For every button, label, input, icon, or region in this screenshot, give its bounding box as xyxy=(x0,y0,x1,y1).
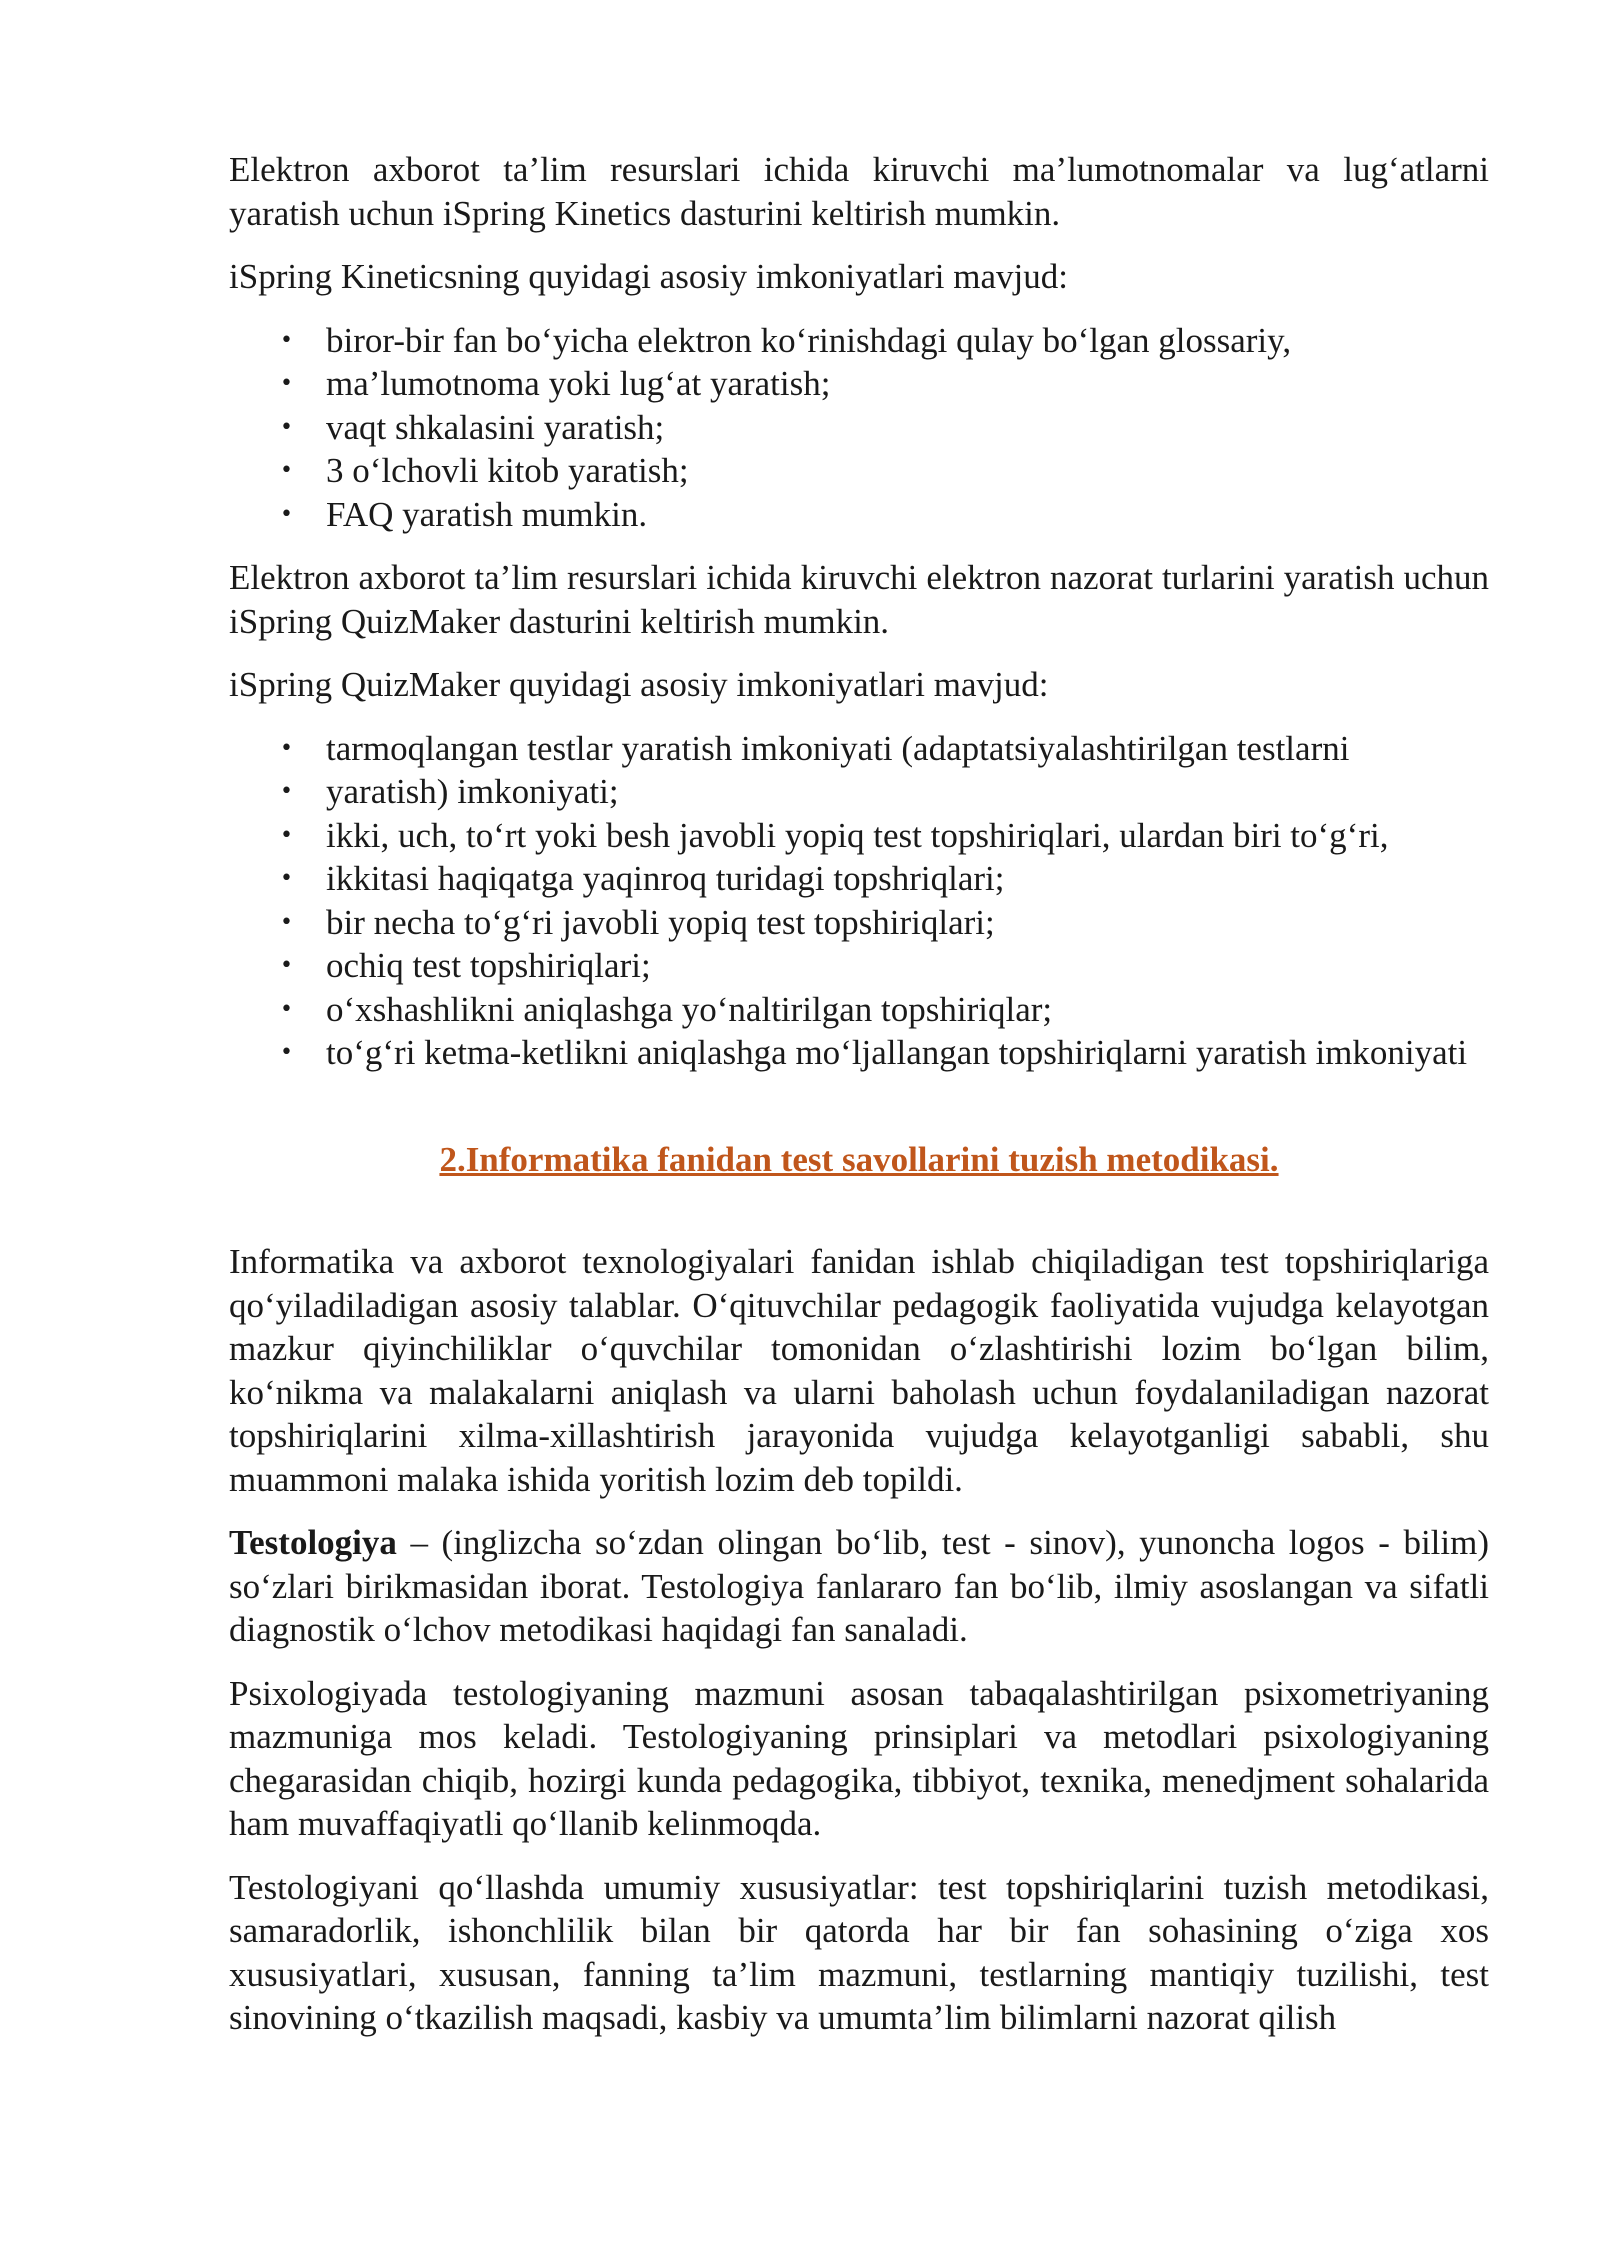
bullet-icon: • xyxy=(280,866,293,891)
list-item: • ikkitasi haqiqatga yaqinroq turidagi topshriqlari; xyxy=(229,857,1489,901)
list-item: • tarmoqlangan testlar yaratish imkoniyati (adaptatsiyalashtirilgan testlarni xyxy=(229,727,1489,771)
body-paragraph-application: Testologiyani qo‘llashda umumiy xususiyatlar: test topshiriqlarini tuzish metodikasi, samaradorlik, ishonchlilik bilan bir qatorda har bir fan sohasining o‘ziga xos xususiyatlari, xususan, fanning ta’lim mazmuni, testlarning mantiqiy tuzilishi, test sinovining o‘tkazilish maqsadi, kasbiy va umumta’lim bilimlarni nazorat qilish xyxy=(229,1867,1489,2037)
list-item: • 3 o‘lchovli kitob yaratish; xyxy=(229,449,1489,493)
body-paragraph-psychology: Psixologiyada testologiyaning mazmuni asosan tabaqalashtirilgan psixometriyaning mazmuniga mos keladi. Testologiyaning prinsiplari va metodlari psixologiyaning chegarasidan chiqib, hozirgi kunda pedagogika, tibbiyot, texnika, menedjment sohalarida ham muvaffaqiyatli qo‘llanib kelinmoqda. xyxy=(229,1673,1489,1843)
quizmaker-features-list xyxy=(229,727,1489,1075)
bullet-icon: • xyxy=(280,953,293,978)
intro-paragraph-kinetics: Elektron axborot ta’lim resurslari ichida kiruvchi ma’lumotnomalar va lug‘atlarni yaratish uchun iSpring Kinetics dasturini keltirish mumkin. xyxy=(229,150,1489,233)
testologiya-term: Testologiya xyxy=(229,1523,397,1562)
list-item: • ma’lumotnoma yoki lug‘at yaratish; xyxy=(229,362,1489,406)
bullet-icon: • xyxy=(280,822,293,848)
list-item: • o‘xshashlikni aniqlashga yo‘naltirilgan topshiriqlar; xyxy=(229,988,1489,1032)
bullet-icon: • xyxy=(280,1040,293,1065)
testologiya-definition: – (inglizcha so‘zdan olingan bo‘lib, test - sinov), yunoncha logos - bilim) so‘zlari birikmasidan iborat. Testologiya fanlararo fan bo‘lib, ilmiy asoslangan va sifatli diagnostik o‘lchov metodikasi haqidagi fan sanaladi. xyxy=(229,1523,1489,1649)
list-item: • bir necha to‘g‘ri javobli yopiq test topshiriqlari; xyxy=(229,901,1489,945)
quizmaker-features-heading: iSpring QuizMaker quyidagi asosiy imkoniyatlari mavjud: xyxy=(229,665,1049,704)
bullet-icon: • xyxy=(280,458,293,483)
bullet-icon: • xyxy=(280,501,293,527)
list-item: • biror-bir fan bo‘yicha elektron ko‘rinishdagi qulay bo‘lgan glossariy, xyxy=(229,319,1489,363)
bullet-icon: • xyxy=(280,371,293,396)
list-item: • ochiq test topshiriqlari; xyxy=(229,944,1489,988)
intro-paragraph-quizmaker: Elektron axborot ta’lim resurslari ichida kiruvchi elektron nazorat turlarini yaratish uchun iSpring QuizMaker dasturini keltirish mumkin. xyxy=(229,558,1489,641)
bullet-icon: • xyxy=(280,327,293,353)
bullet-icon: • xyxy=(280,779,293,804)
bullet-icon: • xyxy=(280,735,293,761)
bullet-icon: • xyxy=(280,414,293,440)
list-item: • to‘g‘ri ketma-ketlikni aniqlashga mo‘ljallangan topshiriqlarni yaratish imkoniyati xyxy=(229,1031,1489,1075)
list-item: • FAQ yaratish mumkin. xyxy=(229,493,1489,537)
kinetics-features-list xyxy=(229,319,1489,537)
body-paragraph-requirements: Informatika va axborot texnologiyalari fanidan ishlab chiqiladigan test topshiriqlariga qo‘yiladiladigan asosiy talablar. O‘qituvchilar pedagogik faoliyatida vujudga kelayotgan mazkur qiyinchiliklar o‘quvchilar tomonidan o‘zlashtirishi lozim bo‘lgan bilim, ko‘nikma va malakalarni aniqlash va ularni baholash uchun foydalaniladigan nazorat topshiriqlarini xilma-xillashtirish jarayonida vujudga kelayotganligi sababli, shu muammoni malaka ishida yoritish lozim deb topildi. xyxy=(229,1242,1489,1499)
list-item: • vaqt shkalasini yaratish; xyxy=(229,406,1489,450)
bullet-icon: • xyxy=(280,909,293,935)
body-paragraph-testologiya xyxy=(229,1521,1489,1652)
list-item: • yaratish) imkoniyati; xyxy=(229,770,1489,814)
bullet-icon: • xyxy=(280,996,293,1022)
kinetics-features-heading: iSpring Kineticsning quyidagi asosiy imkoniyatlari mavjud: xyxy=(229,257,1068,296)
document-page xyxy=(229,148,1489,2060)
section-title: 2.Informatika fanidan test savollarini tuzish metodikasi. xyxy=(439,1139,1279,1179)
list-item: • ikki, uch, to‘rt yoki besh javobli yopiq test topshiriqlari, ulardan biri to‘g‘ri, xyxy=(229,814,1489,858)
